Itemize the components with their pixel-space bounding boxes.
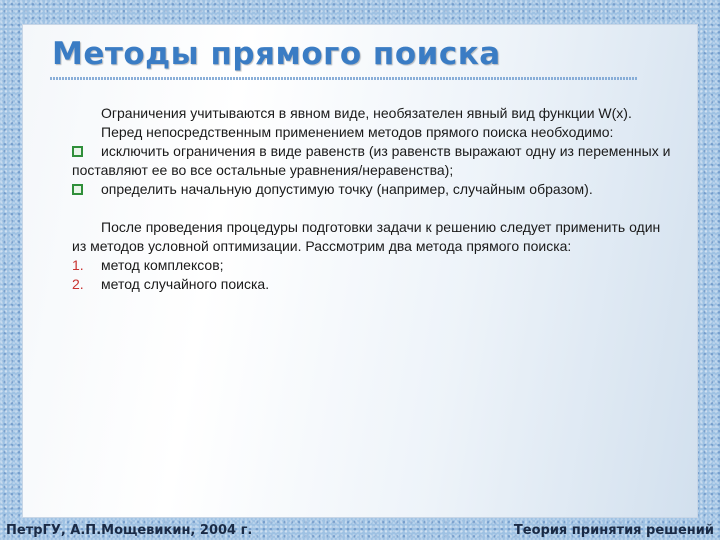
paragraph-prerequisite: Перед непосредственным применением методов прямого поиска необходимо:: [101, 124, 614, 140]
paragraph-methods: После проведения процедуры подготовки задачи к решению следует применить один из методов условной оптимизации. Рассмотрим два метода прямого поиска:: [72, 219, 661, 254]
bullet-item: [72, 180, 677, 199]
numbered-item: [72, 275, 677, 294]
bullet-item: [72, 142, 677, 180]
hollow-square-bullet-icon: [72, 146, 83, 157]
numbered-text: метод случайного поиска.: [101, 276, 270, 292]
slide-title: Методы прямого поиска: [52, 36, 501, 72]
numbered-item: [72, 256, 677, 275]
bullet-text: исключить ограничения в виде равенств (из равенств выражают одну из переменных и поставляют ее во все остальные уравнения/неравенства);: [72, 143, 671, 178]
number-marker: 1.: [72, 257, 84, 273]
bullet-text: определить начальную допустимую точку (например, случайным образом).: [101, 181, 593, 197]
footer-course: Теория принятия решений: [513, 523, 714, 538]
spacer: [72, 199, 677, 218]
slide-content: [72, 104, 677, 294]
title-underline: [50, 77, 638, 80]
numbered-text: метод комплексов;: [101, 257, 224, 273]
number-marker: 2.: [72, 276, 84, 292]
paragraph-constraints: Ограничения учитываются в явном виде, необязателен явный вид функции W(x).: [101, 105, 632, 121]
footer-author: ПетрГУ, А.П.Мощевикин, 2004 г.: [6, 523, 253, 538]
hollow-square-bullet-icon: [72, 184, 83, 195]
